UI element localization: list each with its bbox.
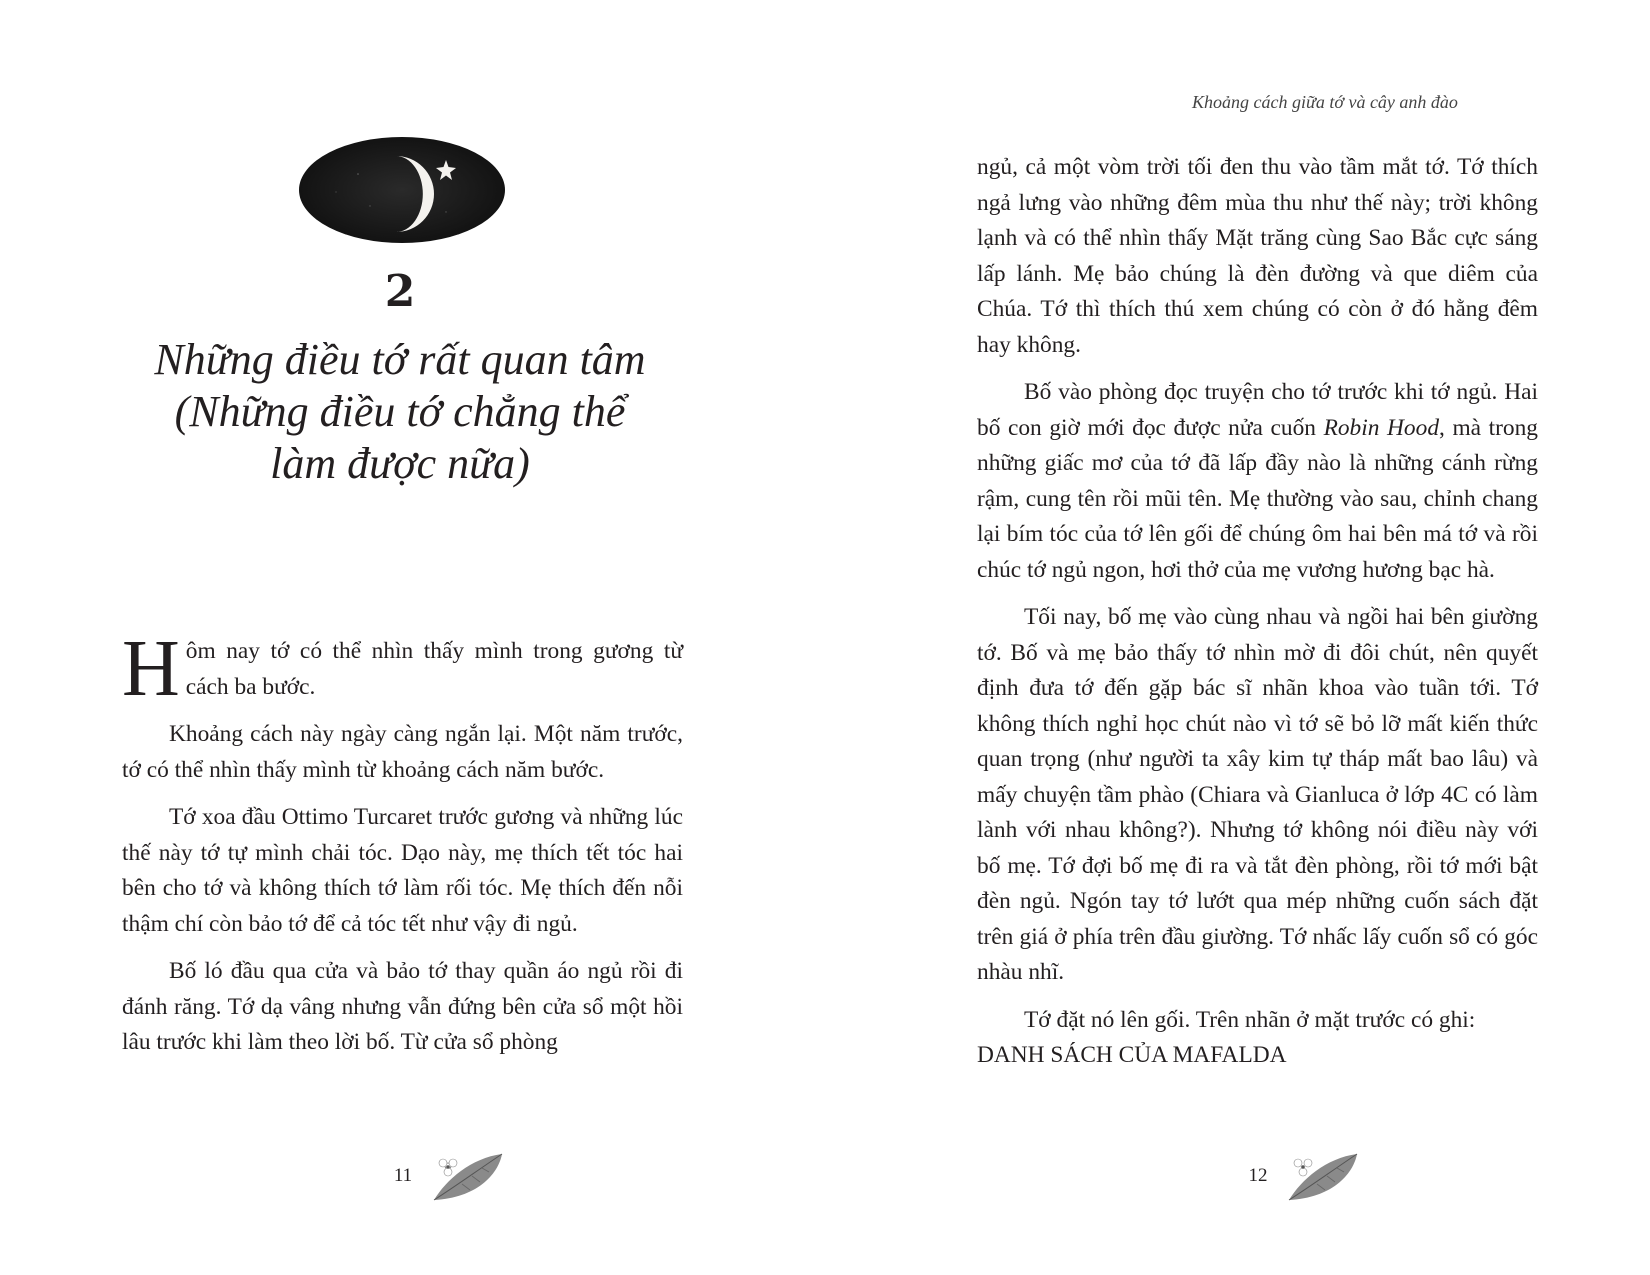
paragraph: Tớ xoa đầu Ottimo Turcaret trước gương và những lúc thế này tớ tự mình chải tóc. Dạo này, mẹ thích tết tóc hai bên cho tớ và không thích tớ làm rối tóc. Mẹ thích đến nỗi thậm chí còn bảo tớ để cả tóc tết như vậy đi ngủ. bbox=[122, 804, 683, 937]
book-title: Robin Hood bbox=[1323, 414, 1440, 441]
paragraph: Tối nay, bố mẹ vào cùng nhau và ngồi hai bên giường tớ. Bố và mẹ bảo thấy tớ nhìn mờ đi đôi chút, nên quyết định đưa tớ đến gặp bác sĩ nhãn khoa vào tuần tới. Tớ không thích nghỉ học chút nào vì tớ sẽ bỏ lỡ mất kiến thức quan trọng (như người ta xây kim tự tháp mất bao lâu) và mấy chuyện tầm phào (Chiara và Gianluca ở lớp 4C có làm lành với nhau không?). Nhưng tớ không nói điều này với bố mẹ. Tớ đợi bố mẹ đi ra và tắt đèn phòng, rồi tớ mới bật đèn ngủ. Ngón tay tớ lướt qua mép những cuốn sách đặt trên giá ở phía trên đầu giường. Tớ nhấc lấy cuốn sổ có góc nhàu nhĩ. bbox=[977, 604, 1538, 985]
right-body-text bbox=[977, 150, 1538, 1074]
paragraph-text: Bố vào phòng đọc truyện cho tớ trước khi tớ ngủ. Hai bố con giờ mới đọc được nửa cuốn bbox=[977, 379, 1538, 441]
paragraph-text: ôm nay tớ có thể nhìn thấy mình trong gương từ cách ba bước. bbox=[185, 638, 683, 700]
paragraph-text: , mà trong những giấc mơ của tớ đã lấp đầy nào là những cánh rừng rậm, cung tên rồi mũi tên. Mẹ thường vào sau, chỉnh chang lại bím tóc của tớ lên gối để chúng ôm hai bên má tớ và rồi chúc tớ ngủ ngon, hơi thở của mẹ vương hương bạc hà. bbox=[977, 414, 1538, 583]
paragraph: Tớ đặt nó lên gối. Trên nhãn ở mặt trước có ghi: bbox=[1024, 1006, 1476, 1033]
paragraph: ngủ, cả một vòm trời tối đen thu vào tầm mắt tớ. Tớ thích ngả lưng vào những đêm mùa thu như thế này; trời không lạnh và có thể nhìn thấy Mặt trăng cùng Sao Bắc cực sáng lấp lánh. Mẹ bảo chúng là đèn đường và que diêm của Chúa. Tớ thì thích thú xem chúng có còn ở đó hằng đêm hay không. bbox=[977, 154, 1538, 358]
chapter-title-line: Những điều tớ rất quan tâm bbox=[154, 335, 646, 384]
chapter-title-line: (Những điều tớ chẳng thể bbox=[174, 387, 626, 436]
paragraph: Bố ló đầu qua cửa và bảo tớ thay quần áo ngủ rồi đi đánh răng. Tớ dạ vâng nhưng vẫn đứng bên cửa sổ một hồi lâu trước khi làm theo lời bố. Từ cửa sổ phòng bbox=[122, 958, 683, 1055]
page-number: 12 bbox=[1248, 1165, 1268, 1186]
list-title: DANH SÁCH CỦA MAFALDA bbox=[977, 1042, 1287, 1068]
page-number: 11 bbox=[393, 1165, 413, 1186]
right-page bbox=[825, 0, 1650, 1275]
left-body-text bbox=[122, 625, 683, 1061]
paragraph bbox=[977, 375, 1538, 588]
paragraph bbox=[122, 625, 683, 713]
chapter-number: 2 bbox=[384, 266, 416, 317]
drop-cap: H bbox=[122, 625, 180, 713]
moon-star-icon bbox=[296, 134, 508, 246]
leaf-flower-icon bbox=[426, 1150, 506, 1204]
leaf-flower-icon bbox=[1281, 1150, 1361, 1204]
running-head: Khoảng cách giữa tớ và cây anh đào bbox=[1192, 92, 1458, 112]
chapter-title-line: làm được nữa) bbox=[270, 439, 530, 488]
paragraph: Khoảng cách này ngày càng ngắn lại. Một năm trước, tớ có thể nhìn thấy mình từ khoảng cách năm bước. bbox=[122, 721, 683, 783]
chapter-title bbox=[100, 334, 700, 490]
